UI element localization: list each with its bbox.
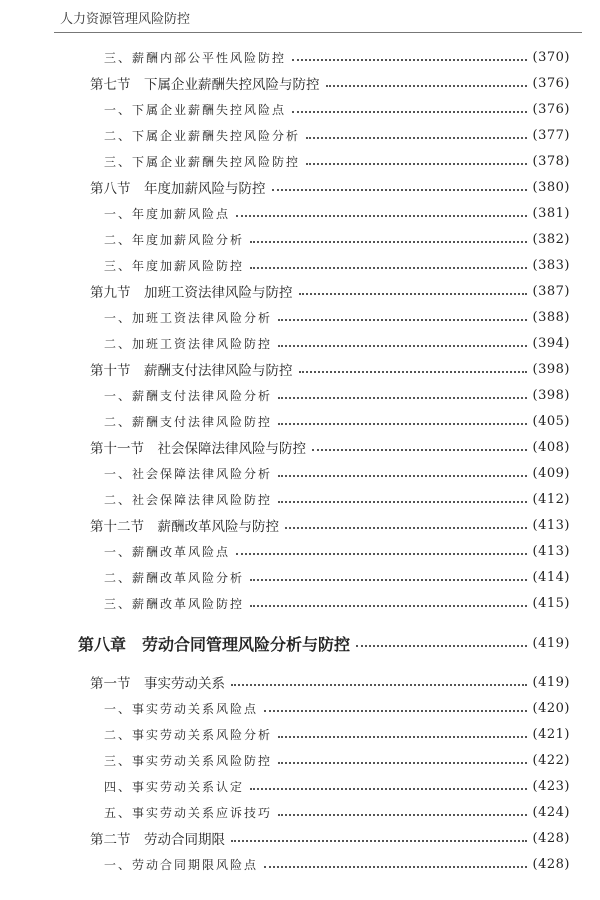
- toc-entry-section: [90, 826, 570, 850]
- dot-leader: [285, 527, 527, 529]
- dot-leader: [326, 85, 527, 87]
- toc-entry-section: [90, 513, 570, 537]
- toc-page-number: (412): [532, 491, 570, 507]
- toc-page-number: (413): [532, 517, 570, 533]
- toc-entry-title: 一、年度加薪风险点: [104, 206, 231, 221]
- toc-entry-item: [104, 331, 570, 355]
- toc-entry-title: 二、社会保障法律风险防控: [104, 492, 273, 507]
- toc-entry-title: 一、薪酬支付法律风险分析: [104, 388, 273, 403]
- toc-entry-title: 一、薪酬改革风险点: [104, 544, 231, 559]
- toc-page-number: (405): [532, 413, 570, 429]
- dot-leader: [299, 371, 527, 373]
- dot-leader: [292, 111, 527, 113]
- toc-page-number: (394): [532, 335, 570, 351]
- toc-entry-title: 二、事实劳动关系风险分析: [104, 727, 273, 742]
- toc-page-number: (377): [532, 127, 570, 143]
- dot-leader: [272, 189, 527, 191]
- dot-leader: [250, 605, 527, 607]
- toc-entry-item: [104, 253, 570, 277]
- dot-leader: [312, 449, 527, 451]
- toc-page-number: (383): [532, 257, 570, 273]
- toc-entry-title: 二、加班工资法律风险防控: [104, 336, 273, 351]
- dot-leader: [306, 163, 527, 165]
- toc-page-number: (424): [532, 804, 570, 820]
- toc-page-number: (428): [532, 830, 570, 846]
- toc-entry-item: [104, 305, 570, 329]
- toc-entry-title: 第十二节 薪酬改革风险与防控: [90, 519, 279, 535]
- dot-leader: [278, 762, 527, 764]
- toc-entry-title: 第七节 下属企业薪酬失控风险与防控: [90, 77, 320, 93]
- toc-entry-title: 一、事实劳动关系风险点: [104, 701, 259, 716]
- toc-entry-title: 三、薪酬内部公平性风险防控: [104, 50, 287, 65]
- toc-entry-title: 一、社会保障法律风险分析: [104, 466, 273, 481]
- dot-leader: [250, 579, 527, 581]
- toc-entry-title: 一、加班工资法律风险分析: [104, 310, 273, 325]
- dot-leader: [306, 137, 527, 139]
- toc-entry-title: 五、事实劳动关系应诉技巧: [104, 805, 273, 820]
- toc-page-number: (408): [532, 439, 570, 455]
- toc-entry-title: 四、事实劳动关系认定: [104, 779, 245, 794]
- toc-entry-item: [104, 565, 570, 589]
- toc-entry-item: [104, 748, 570, 772]
- dot-leader: [278, 501, 527, 503]
- toc-entry-title: 二、年度加薪风险分析: [104, 232, 245, 247]
- toc-page-number: (376): [532, 75, 570, 91]
- toc-entry-item: [104, 852, 570, 876]
- toc-entry-title: 三、事实劳动关系风险防控: [104, 753, 273, 768]
- toc-entry-section: [90, 670, 570, 694]
- toc-page-number: (387): [532, 283, 570, 299]
- dot-leader: [236, 215, 527, 217]
- toc-page-number: (428): [532, 856, 570, 872]
- toc-entry-title: 三、下属企业薪酬失控风险防控: [104, 154, 301, 169]
- dot-leader: [250, 267, 527, 269]
- dot-leader: [278, 423, 527, 425]
- toc-page-number: (370): [532, 49, 570, 65]
- toc-page-number: (423): [532, 778, 570, 794]
- toc-page-number: (398): [532, 361, 570, 377]
- toc-page-number: (376): [532, 101, 570, 117]
- toc-page-number: (422): [532, 752, 570, 768]
- toc-page-number: (378): [532, 153, 570, 169]
- dot-leader: [278, 319, 527, 321]
- running-head: 人力资源管理风险防控: [60, 12, 191, 27]
- toc-entry-section: [90, 357, 570, 381]
- toc-page-number: (409): [532, 465, 570, 481]
- toc-page-number: (420): [532, 700, 570, 716]
- toc-entry-title: 二、薪酬改革风险分析: [104, 570, 245, 585]
- toc-entry-title: 第一节 事实劳动关系: [90, 676, 225, 692]
- toc-entry-item: [104, 591, 570, 615]
- toc-page-number: (421): [532, 726, 570, 742]
- toc-page-number: (415): [532, 595, 570, 611]
- toc-entry-item: [104, 123, 570, 147]
- toc-entry-title: 一、下属企业薪酬失控风险点: [104, 102, 287, 117]
- dot-leader: [231, 684, 527, 686]
- toc-page-number: (419): [532, 674, 570, 690]
- toc-page-number: (388): [532, 309, 570, 325]
- toc-entry-title: 第九节 加班工资法律风险与防控: [90, 285, 293, 301]
- dot-leader: [278, 814, 527, 816]
- toc-entry-item: [104, 696, 570, 720]
- toc-entry-item: [104, 201, 570, 225]
- toc-entry-title: 第十一节 社会保障法律风险与防控: [90, 441, 306, 457]
- toc-page-number: (419): [532, 635, 570, 651]
- toc-entry-title: 第八章 劳动合同管理风险分析与防控: [78, 634, 351, 654]
- toc-entry-section: [90, 71, 570, 95]
- dot-leader: [292, 59, 527, 61]
- dot-leader: [356, 645, 527, 647]
- dot-leader: [299, 293, 527, 295]
- dot-leader: [264, 710, 527, 712]
- toc-entry-item: [104, 539, 570, 563]
- dot-leader: [278, 736, 527, 738]
- toc-entry-title: 三、薪酬改革风险防控: [104, 596, 245, 611]
- toc-entry-item: [104, 487, 570, 511]
- dot-leader: [250, 241, 527, 243]
- dot-leader: [278, 345, 527, 347]
- dot-leader: [278, 397, 527, 399]
- toc-page-number: (414): [532, 569, 570, 585]
- toc-entry-item: [104, 45, 570, 69]
- toc-entry-item: [104, 149, 570, 173]
- toc-entry-item: [104, 800, 570, 824]
- toc-entry-item: [104, 97, 570, 121]
- toc-entry-title: 一、劳动合同期限风险点: [104, 857, 259, 872]
- toc-entry-title: 三、年度加薪风险防控: [104, 258, 245, 273]
- toc-entry-item: [104, 409, 570, 433]
- toc-entry-chapter: [78, 631, 570, 655]
- toc-entry-section: [90, 435, 570, 459]
- toc-entry-title: 第二节 劳动合同期限: [90, 832, 225, 848]
- toc-page-number: (413): [532, 543, 570, 559]
- toc-page-number: (398): [532, 387, 570, 403]
- header-rule: [54, 32, 582, 33]
- toc-entry-item: [104, 383, 570, 407]
- dot-leader: [250, 788, 527, 790]
- toc-entry-item: [104, 722, 570, 746]
- dot-leader: [231, 840, 527, 842]
- toc-entry-section: [90, 279, 570, 303]
- toc-page-number: (381): [532, 205, 570, 221]
- toc-entry-title: 第八节 年度加薪风险与防控: [90, 181, 266, 197]
- toc-entry-title: 二、下属企业薪酬失控风险分析: [104, 128, 301, 143]
- toc-entry-title: 第十节 薪酬支付法律风险与防控: [90, 363, 293, 379]
- dot-leader: [278, 475, 527, 477]
- toc-entry-item: [104, 774, 570, 798]
- toc-entry-item: [104, 227, 570, 251]
- toc-entry-item: [104, 461, 570, 485]
- toc-page-number: (380): [532, 179, 570, 195]
- toc-page-number: (382): [532, 231, 570, 247]
- toc-entry-title: 二、薪酬支付法律风险防控: [104, 414, 273, 429]
- toc-entry-section: [90, 175, 570, 199]
- dot-leader: [264, 866, 527, 868]
- dot-leader: [236, 553, 527, 555]
